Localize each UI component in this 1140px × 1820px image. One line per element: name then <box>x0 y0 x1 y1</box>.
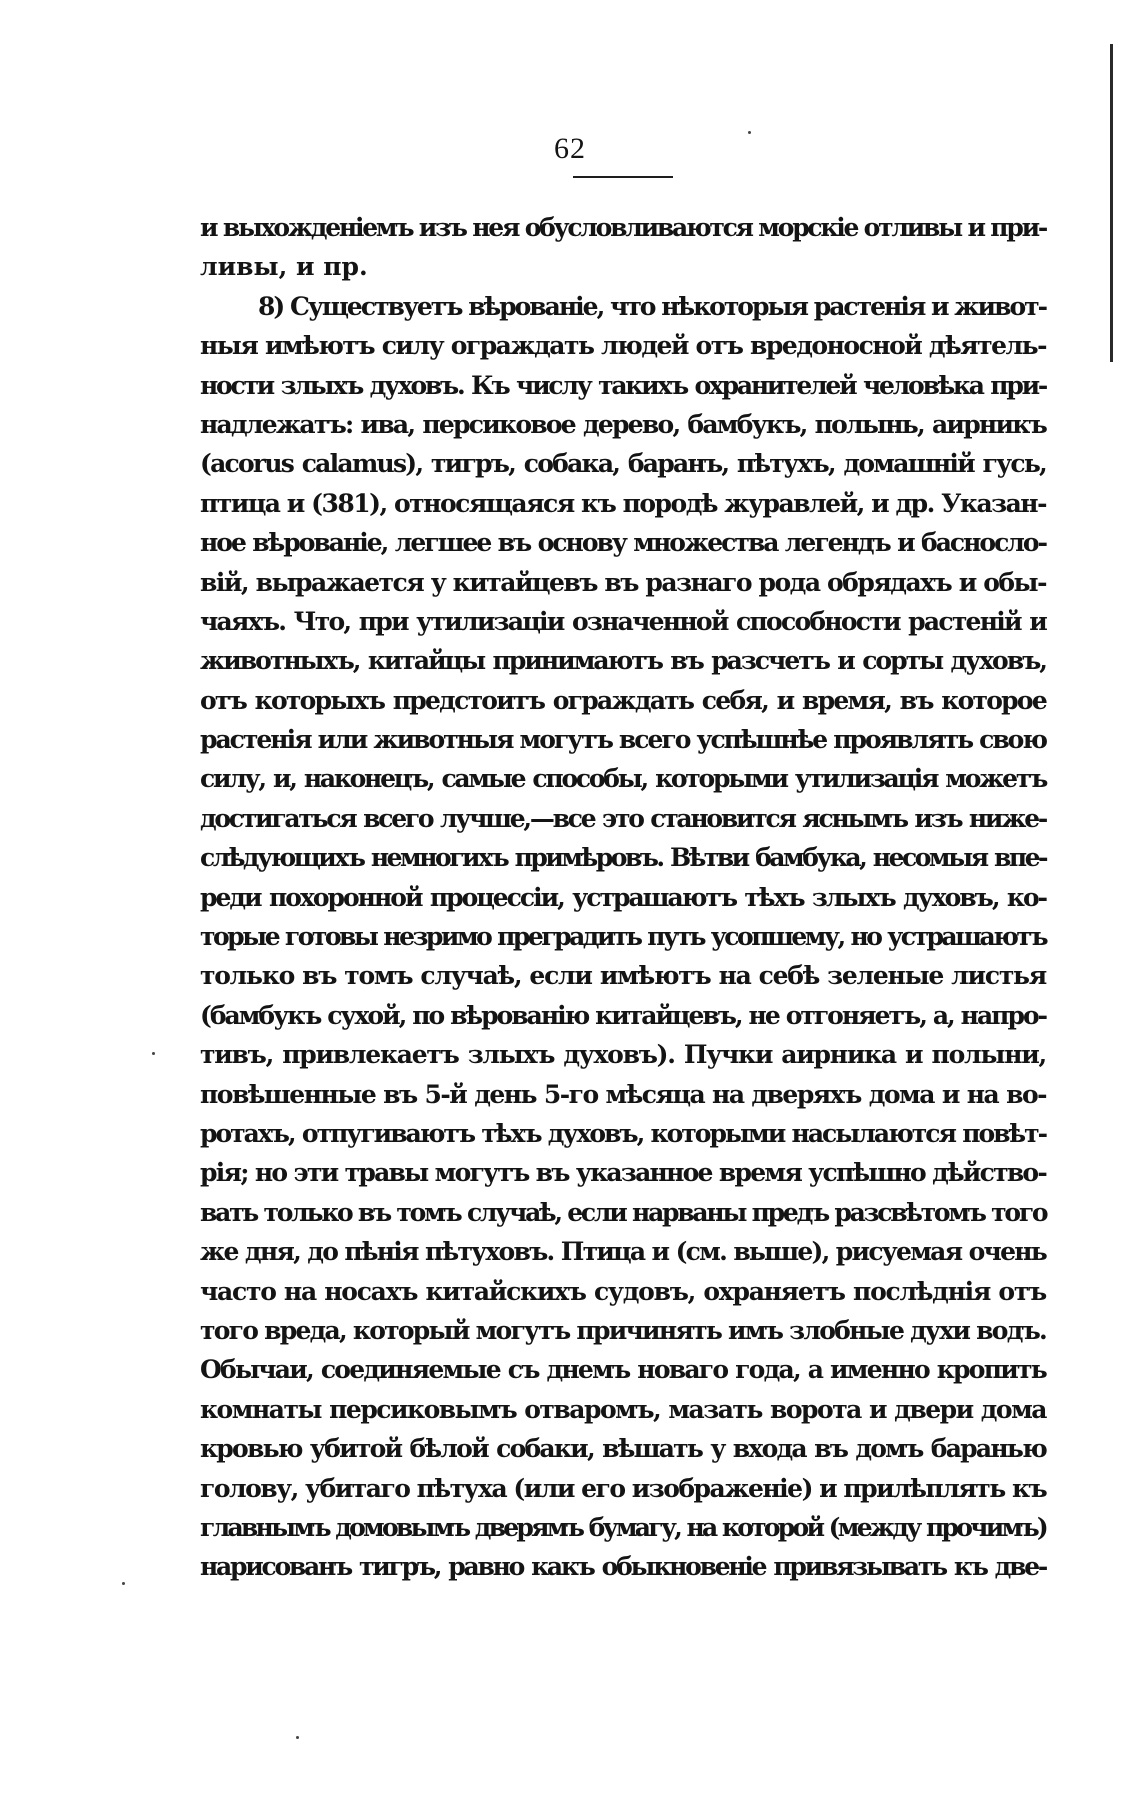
text-line: и выхожденіемъ изъ нея обусловливаются морскіе отливы и при- <box>200 213 1046 242</box>
text-line: отъ которыхъ предстоитъ ограждать себя, и время, въ которое <box>200 685 1046 715</box>
scan-speck <box>296 1736 299 1739</box>
text-line: ныя имѣютъ силу ограждать людей отъ вредоносной дѣятель- <box>200 331 1046 361</box>
text-line: силу, и, наконецъ, самые способы, которыми утилизація можетъ <box>200 764 1046 794</box>
text-line: часто на носахъ китайскихъ судовъ, охраняетъ послѣднія отъ <box>200 1276 1046 1306</box>
header-rule <box>573 176 673 178</box>
text-line: кровью убитой бѣлой собаки, вѣшать у входа въ домъ баранью <box>200 1434 1046 1464</box>
scan-edge-line <box>1110 44 1113 362</box>
text-line: животныхъ, китайцы принимаютъ въ разсчетъ и сорты духовъ, <box>200 646 1046 676</box>
text-line: вать только въ томъ случаѣ, если нарваны предъ разсвѣтомъ того <box>200 1197 1047 1227</box>
text-line: главнымъ домовымъ дверямъ бумагу, на которой (между прочимъ) <box>200 1512 1046 1542</box>
paragraph-start-line: 8) Существуетъ вѣрованіе, что нѣкоторыя растенія и живот- <box>258 291 1046 321</box>
text-line: птица и (381), относящаяся къ породѣ журавлей, и др. Указан- <box>200 488 1046 518</box>
text-line: того вреда, который могутъ причинять имъ злобные духи водъ. <box>200 1315 1046 1345</box>
text-line: слѣдующихъ немногихъ примѣровъ. Вѣтви бамбука, несомыя впе- <box>200 843 1046 873</box>
scan-speck <box>122 1582 125 1585</box>
body-text <box>200 208 1046 1587</box>
text-line: ливы, и пр. <box>200 252 368 282</box>
text-line: (acorus calamus), тигръ, собака, баранъ, пѣтухъ, домашній гусь, <box>200 449 1046 479</box>
scan-speck <box>748 131 751 134</box>
text-line: растенія или животныя могутъ всего успѣшнѣе проявлять свою <box>200 725 1046 755</box>
text-line: торые готовы незримо преградить путь усопшему, но устрашаютъ <box>200 922 1046 952</box>
text-line: повѣшенные въ 5-й день 5-го мѣсяца на дверяхъ дома и на во- <box>200 1079 1046 1109</box>
text-line: комнаты персиковымъ отваромъ, мазать ворота и двери дома <box>200 1394 1046 1424</box>
text-line: голову, убитаго пѣтуха (или его изображеніе) и прилѣплять къ <box>200 1473 1047 1503</box>
text-line: же дня, до пѣнія пѣтуховъ. Птица и (см. выше), рисуемая очень <box>200 1237 1046 1267</box>
text-line: ное вѣрованіе, легшее въ основу множества легендъ и басносло- <box>200 528 1046 558</box>
text-line: только въ томъ случаѣ, если имѣютъ на себѣ зеленые листья <box>200 961 1046 991</box>
text-line: ротахъ, отпугиваютъ тѣхъ духовъ, которыми насылаются повѣт- <box>200 1118 1046 1148</box>
text-line: чаяхъ. Что, при утилизаціи означенной способности растеній и <box>200 606 1046 636</box>
text-line: (бамбукъ сухой, по вѣрованію китайцевъ, не отгоняетъ, а, напро- <box>200 1000 1046 1030</box>
text-line: рія; но эти травы могутъ въ указанное время успѣшно дѣйство- <box>200 1158 1046 1188</box>
text-line: вій, выражается у китайцевъ въ разнаго рода обрядахъ и обы- <box>200 567 1046 597</box>
text-line: реди похоронной процессіи, устрашаютъ тѣхъ злыхъ духовъ, ко- <box>200 882 1046 912</box>
text-line: надлежатъ: ива, персиковое дерево, бамбукъ, полынь, аирникъ <box>200 409 1046 439</box>
text-line: нарисованъ тигръ, равно какъ обыкновеніе привязывать къ две- <box>200 1552 1046 1582</box>
text-line: ности злыхъ духовъ. Къ числу такихъ охранителей человѣка при- <box>200 370 1046 400</box>
page-number: 62 <box>554 132 586 165</box>
scan-speck <box>152 1052 155 1055</box>
text-line: Обычаи, соединяемые съ днемъ новаго года, а именно кропить <box>200 1355 1046 1385</box>
text-line: тивъ, привлекаетъ злыхъ духовъ). Пучки аирника и полыни, <box>200 1040 1046 1070</box>
text-line: достигаться всего лучше,—все это становится яснымъ изъ ниже- <box>200 803 1046 833</box>
